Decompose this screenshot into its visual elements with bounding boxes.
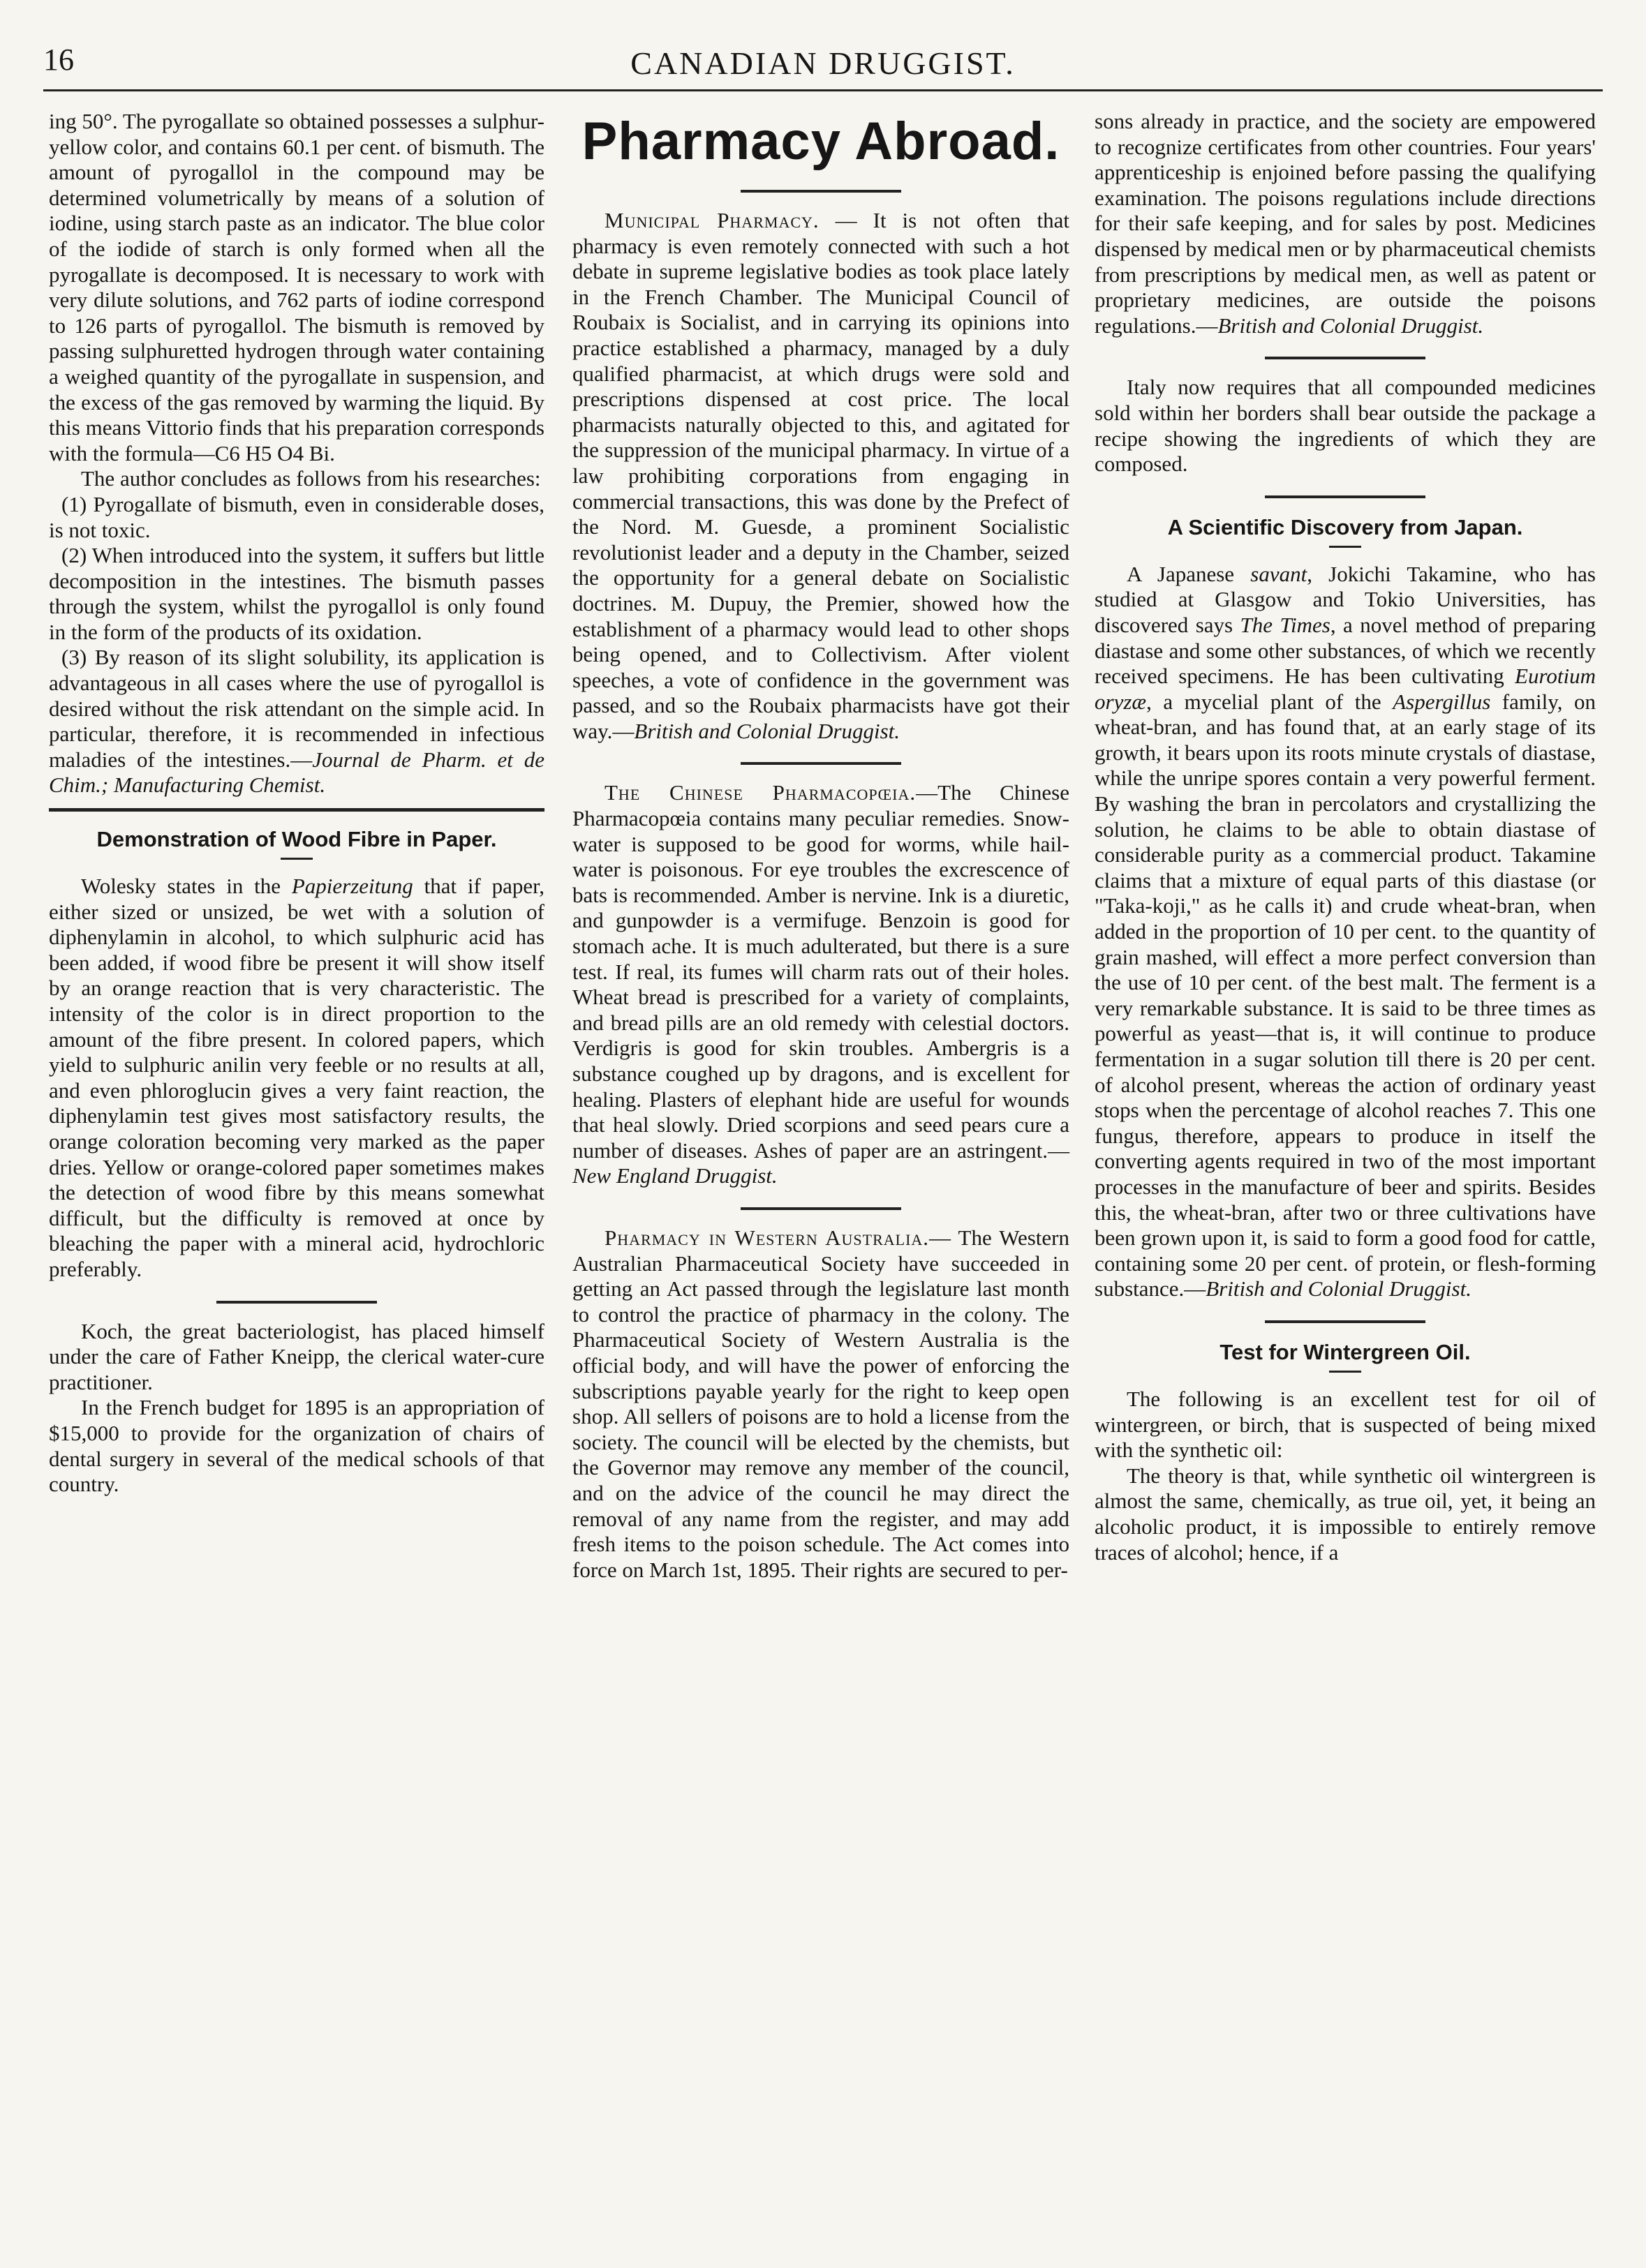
section-rule <box>1265 1320 1425 1323</box>
japan-text-5: family, on wheat-bran, and has found that, at an early stage of its growth, it bears upon its roots minute crystals of diastase, while the unripe spores contain a very powerful ferment. By washing the bran in percolators and crystallizing the solution, he claims to be able to obtain diastase of considerable purity as a commercial product. Takamine claims that a mixture of equal parts of this diastase (or "Taka-koji," as he calls it) and crude wheat-bran, when added in the proportion of 10 per cent. to the quantity of grain mashed, will effect a more perfect conversion than the use of 10 per cent. of the best malt. The ferment is a very remarkable substance. It is said to be three times as powerful as yeast—that is, it will continue to produce fermentation in a sugar solution till there is 20 per cent. of alcohol present, whereas the action of ordinary yeast stops when the percentage of alcohol reaches 7. This one fungus, therefore, appears to produce in itself the converting agents required in two of the most important processes in the manufacture of beer and spirits. Besides this, the wheat-bran, after two or three cultivations have been grown upon it, is said to form a good food for cattle, containing some 20 per cent. of protein, or flesh-forming substance.— <box>1095 689 1596 1301</box>
wood-fibre-text-a: Wolesky states in the <box>81 874 292 899</box>
chinese-pharmacopoeia-text: —The Chinese Pharmacopœia contains many peculiar remedies. Snow-water is supposed to be good for worms, while hail-water is poisonous. For eye troubles the excrescence of bats is recommended. Amber is nervine. Ink is a diuretic, and gunpowder is a vermifuge. Benzoin is good for stomach ache. It is much adulterated, but there is a sure test. If real, its fumes will charm rats out of their holes. Wheat bread is prescribed for a variety of complaints, and bread pills are an old remedy with celestial doctors. Verdigris is good for skin troubles. Ambergris is a substance coughed up by dragons, and is excellent for healing. Plasters of elephant hide are useful for wounds that heal slowly. Dried scorpions and seed pears cure a number of diseases. Ashes of paper are an astringent.— <box>572 780 1069 1163</box>
municipal-pharmacy-head: Municipal Pharmacy. <box>605 208 820 232</box>
chinese-pharmacopoeia-source: New England Druggist. <box>572 1163 778 1188</box>
conclusion-item-3-text: (3) By reason of its slight solubility, its application is advantageous in all cases where the use of pyrogallol is desired without the risk attendant on the simple acid. In particular, therefore, it is recommended in infectious maladies of the intestines.— <box>49 645 544 772</box>
western-australia-head: Pharmacy in Western Australia. <box>605 1225 930 1250</box>
papierzeitung-title: Papierzeitung <box>291 874 413 899</box>
section-rule <box>741 190 901 193</box>
column-1 <box>49 109 544 1498</box>
japan-discovery-heading: A Scientific Discovery from Japan. <box>1167 514 1523 539</box>
japan-text-4: , a mycelial plant of the <box>1146 689 1393 714</box>
column-3 <box>1095 109 1596 1565</box>
section-rule <box>741 762 901 765</box>
wintergreen-paragraph-2: The theory is that, while synthetic oil wintergreen is almost the same, chemically, as true oil, yet, it being an alcoholic product, it is impossible to entirely remove traces of alcohol; hence, if a <box>1095 1463 1596 1565</box>
conclusion-list <box>49 492 544 798</box>
municipal-pharmacy-source: British and Colonial Druggist. <box>634 718 900 743</box>
conclusion-item-3 <box>49 645 544 798</box>
the-times-title: The Times <box>1240 612 1330 637</box>
japan-text-2: , Jokichi Takamine, who has studied at Glasgow and Tokio Universities, has discovered says <box>1095 561 1596 637</box>
western-australia-continued <box>1095 109 1596 338</box>
conclusion-item-3-source: Journal de Pharm. et de Chim.; Manufacturing Chemist. <box>49 747 544 798</box>
heading-dash <box>1329 1371 1361 1373</box>
section-rule <box>1265 357 1425 359</box>
eurotium-name: Eurotium oryzæ <box>1095 664 1596 714</box>
section-rule <box>49 808 544 812</box>
section-rule <box>216 1301 377 1304</box>
japan-text-3: , a novel method of preparing diastase and some other substances, of which we recently received specimens. He has been cultivating <box>1095 612 1596 689</box>
japan-text-1: A Japanese <box>1127 561 1251 586</box>
wood-fibre-text-b: that if paper, either sized or unsized, be wet with a solution of diphenylamin in alcohol, to which sulphuric acid has been added, if wood fibre be present it will show itself by an orange reaction that is very characteristic. The intensity of the color is in direct proportion to the amount of the fibre present. In colored papers, which yield to sulphuric anilin very feeble or no results at all, and even phloroglucin gives a very faint reaction, the diphenylamin test gives most satisfactory results, the orange coloration becoming very marked as the paper dries. Yellow or orange-colored paper sometimes makes the detection of wood fibre by this means somewhat difficult, but the difficulty is removed at once by bleaching the paper with a mineral acid, hydrochloric preferably. <box>49 874 544 1281</box>
heading-dash <box>1329 546 1361 548</box>
section-rule <box>741 1207 901 1210</box>
wood-fibre-heading: Demonstration of Wood Fibre in Paper. <box>96 827 497 852</box>
koch-paragraph: Koch, the great bacteriologist, has placed himself under the care of Father Kneipp, the clerical water-cure practitioner. <box>49 1318 544 1394</box>
heading-dash <box>281 858 313 860</box>
header-rule <box>43 89 1603 91</box>
pyrogallate-paragraph: ing 50°. The pyrogallate so obtained possesses a sulphur-yellow color, and contains 60.1 per cent. of bismuth. The amount of pyrogallol in the compound may be determined volumetrically by means of a solution of iodine, using starch paste as an indicator. The blue color of the iodide of starch is only formed when all the pyrogallate is decomposed. It is necessary to work with very dilute solutions, and 762 parts of iodine correspond to 126 parts of pyrogallol. The bismuth is removed by passing sulphuretted hydrogen through water containing a weighed quantity of the pyrogallate in suspension, and the excess of the gas removed by warming the liquid. By this means Vittorio finds that his preparation corresponds with the formula—C6 H5 O4 Bi. <box>49 109 544 465</box>
conclusion-item-1: (1) Pyrogallate of bismuth, even in considerable doses, is not toxic. <box>49 491 544 542</box>
aspergillus-name: Aspergillus <box>1393 689 1491 714</box>
western-australia-continued-text: sons already in practice, and the society are empowered to recognize certificates from other countries. Four years' apprenticeship is enjoined before passing the qualifying examination. The poisons regulations include directions for their safe keeping, and for sales by post. Medicines dispensed by medical men or by pharmaceutical chemists from prescriptions by medical men, as well as patent or proprietary medicines, are outside the poisons regulations.— <box>1095 109 1596 338</box>
municipal-pharmacy-text: — It is not often that pharmacy is even remotely connected with such a hot debate in supreme legislative bodies as took place lately in the French Chamber. The Municipal Council of Roubaix is Socialist, and in carrying its opinions into practice established a pharmacy, managed by a duly qualified pharmacist, at which drugs were sold and prescriptions dispensed at cost price. The local pharmacists naturally objected to this, and agitated for the suppression of the municipal pharmacy. In virtue of a law prohibiting corporations from engaging in commercial transactions, this was done by the Prefect of the Nord. M. Guesde, a prominent Socialistic revolutionist leader and a deputy in the Chamber, seized the opportunity for a general debate on Socialistic doctrines. M. Dupuy, the Premier, showed how the establishment of a pharmacy would lead to other shops being opened, and to Collectivism. After violent speeches, a vote of confidence in the government was passed, and so the Roubaix pharmacists have got their way.— <box>572 208 1069 743</box>
japan-savant-word: savant <box>1250 561 1307 586</box>
italy-paragraph: Italy now requires that all compounded medicines sold within her borders shall bear outside the package a recipe showing the ingredients of which they are composed. <box>1095 375 1596 477</box>
budget-paragraph: In the French budget for 1895 is an appropriation of $15,000 to provide for the organization of chairs of dental surgery in several of the medical schools of that country. <box>49 1395 544 1497</box>
municipal-pharmacy-paragraph <box>572 208 1069 744</box>
japan-discovery-paragraph <box>1095 562 1596 1302</box>
chinese-pharmacopoeia-paragraph <box>572 780 1069 1189</box>
western-australia-text: — The Western Australian Pharmaceutical Society have succeeded in getting an Act passed through the legislature last month to control the practice of pharmacy in the colony. The Pharmaceutical Society of Western Australia is the official body, and will have the power of enforcing the subscriptions payable yearly for the right to keep open shop. All sellers of poisons are to hold a license from the society. The council will be elected by the chemists, but the Governor may remove any member of the council, and on the advice of the council he may direct the removal of any name from the register, and may add fresh items to the poison schedule. The Act comes into force on March 1st, 1895. Their rights are secured to per- <box>572 1225 1069 1582</box>
page-number: 16 <box>43 43 74 77</box>
western-australia-paragraph <box>572 1225 1069 1583</box>
running-title: CANADIAN DRUGGIST. <box>630 45 1016 81</box>
conclusion-lead: The author concludes as follows from his researches: <box>81 466 541 491</box>
wintergreen-heading: Test for Wintergreen Oil. <box>1219 1339 1471 1364</box>
chinese-pharmacopoeia-head: The Chinese Pharmacopœia. <box>605 780 917 805</box>
pharmacy-abroad-title: Pharmacy Abroad. <box>581 112 1060 171</box>
column-2 <box>572 109 1069 1583</box>
western-australia-source: British and Colonial Druggist. <box>1217 313 1484 338</box>
section-rule <box>1265 495 1425 498</box>
conclusion-item-2: (2) When introduced into the system, it suffers but little decomposition in the intestines. The bismuth passes through the system, whilst the pyrogallol is only found in the form of the products of its oxidation. <box>49 543 544 644</box>
japan-source: British and Colonial Druggist. <box>1206 1276 1471 1301</box>
wood-fibre-paragraph <box>49 874 544 1283</box>
wintergreen-paragraph-1: The following is an excellent test for oil of wintergreen, or birch, that is suspected of being mixed with the synthetic oil: <box>1095 1386 1596 1463</box>
